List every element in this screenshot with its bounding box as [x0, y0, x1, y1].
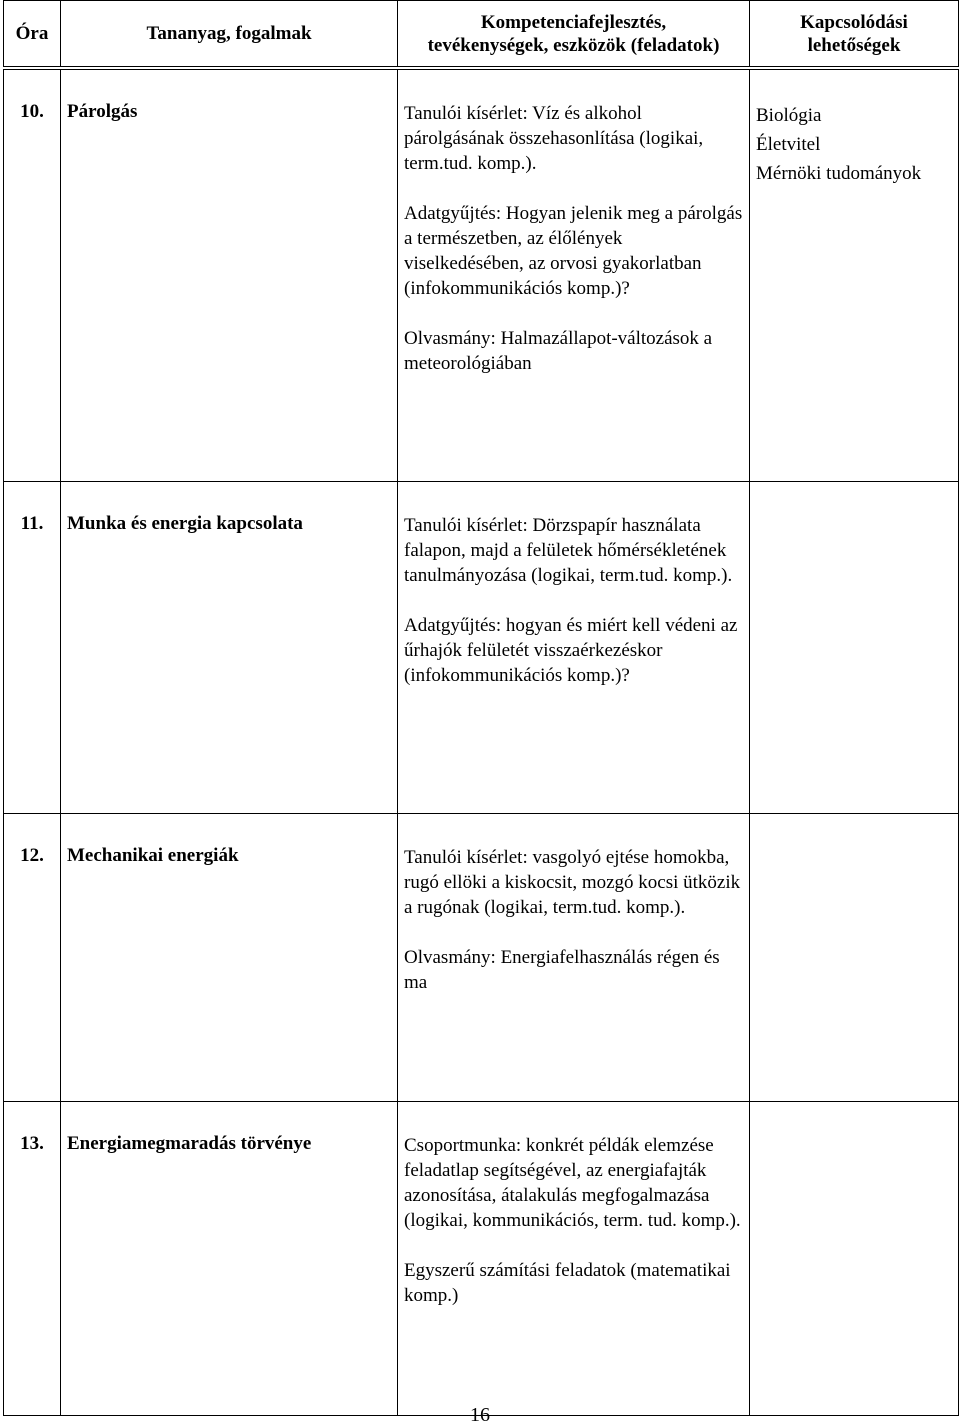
lesson-links — [750, 814, 959, 1102]
activity-text: Olvasmány: Halmazállapot-változások a meteorológiában — [404, 328, 713, 374]
lesson-topic: Mechanikai energiák — [61, 814, 398, 1102]
link-subject: Biológia — [756, 105, 822, 126]
curriculum-table — [3, 0, 959, 1416]
activity-text: Adatgyűjtés: hogyan és miért kell védeni az űrhajók felületét visszaérkezéskor (infokommunikációs komp.)? — [404, 615, 738, 686]
header-ora: Óra — [4, 1, 61, 69]
lesson-topic: Munka és energia kapcsolata — [61, 482, 398, 814]
activity-text: Tanulói kísérlet: vasgolyó ejtése homokba, rugó ellöki a kiskocsit, mozgó kocsi ütközik a rugónak (logikai, term.tud. komp.). — [404, 847, 741, 918]
link-subject: Életvitel — [756, 134, 821, 155]
page-number: 16 — [470, 1404, 490, 1426]
lesson-links — [750, 68, 959, 482]
header-kapcsolodasi-line1: Kapcsolódási — [800, 11, 908, 33]
activity-text: Adatgyűjtés: Hogyan jelenik meg a párolgás a természetben, az élőlények viselkedésében, az orvosi gyakorlatban (infokommunikációs komp.)? — [404, 203, 743, 299]
activity-text: Tanulói kísérlet: Víz és alkohol párolgásának összehasonlítása (logikai, term.tud. komp.). — [404, 103, 704, 174]
activity-text: Tanulói kísérlet: Dörzspapír használata falapon, majd a felületek hőmérsékletének tanulmányozása (logikai, term.tud. komp.). — [404, 515, 733, 586]
table-row — [4, 814, 959, 1102]
lesson-activities — [398, 482, 750, 814]
header-kompetencia-line2: tevékenységek, eszközök (feladatok) — [427, 34, 720, 56]
header-tananyag: Tananyag, fogalmak — [61, 1, 398, 69]
lesson-activities — [398, 1102, 750, 1416]
table-row — [4, 68, 959, 482]
activity-text: Olvasmány: Energiafelhasználás régen és ma — [404, 947, 720, 993]
activity-text: Egyszerű számítási feladatok (matematikai komp.) — [404, 1260, 731, 1306]
header-kapcsolodasi-line2: lehetőségek — [807, 34, 901, 56]
table-row — [4, 1102, 959, 1416]
lesson-topic: Energiamegmaradás törvénye — [61, 1102, 398, 1416]
lesson-links — [750, 482, 959, 814]
header-kapcsolodasi — [750, 1, 959, 69]
lesson-activities — [398, 814, 750, 1102]
lesson-number: 12. — [4, 814, 61, 1102]
lesson-number: 11. — [4, 482, 61, 814]
table-header-row — [4, 1, 959, 69]
header-kompetencia-line1: Kompetenciafejlesztés, — [480, 11, 667, 33]
table-row — [4, 482, 959, 814]
lesson-links — [750, 1102, 959, 1416]
activity-text: Csoportmunka: konkrét példák elemzése feladatlap segítségével, az energiafajták azonosítása, átalakulás megfogalmazása (logikai, kommunikációs, term. tud. komp.). — [404, 1135, 741, 1231]
lesson-activities — [398, 68, 750, 482]
lesson-number: 13. — [4, 1102, 61, 1416]
link-subject: Mérnöki tudományok — [756, 163, 922, 184]
header-kompetencia — [398, 1, 750, 69]
lesson-number: 10. — [4, 68, 61, 482]
lesson-topic: Párolgás — [61, 68, 398, 482]
